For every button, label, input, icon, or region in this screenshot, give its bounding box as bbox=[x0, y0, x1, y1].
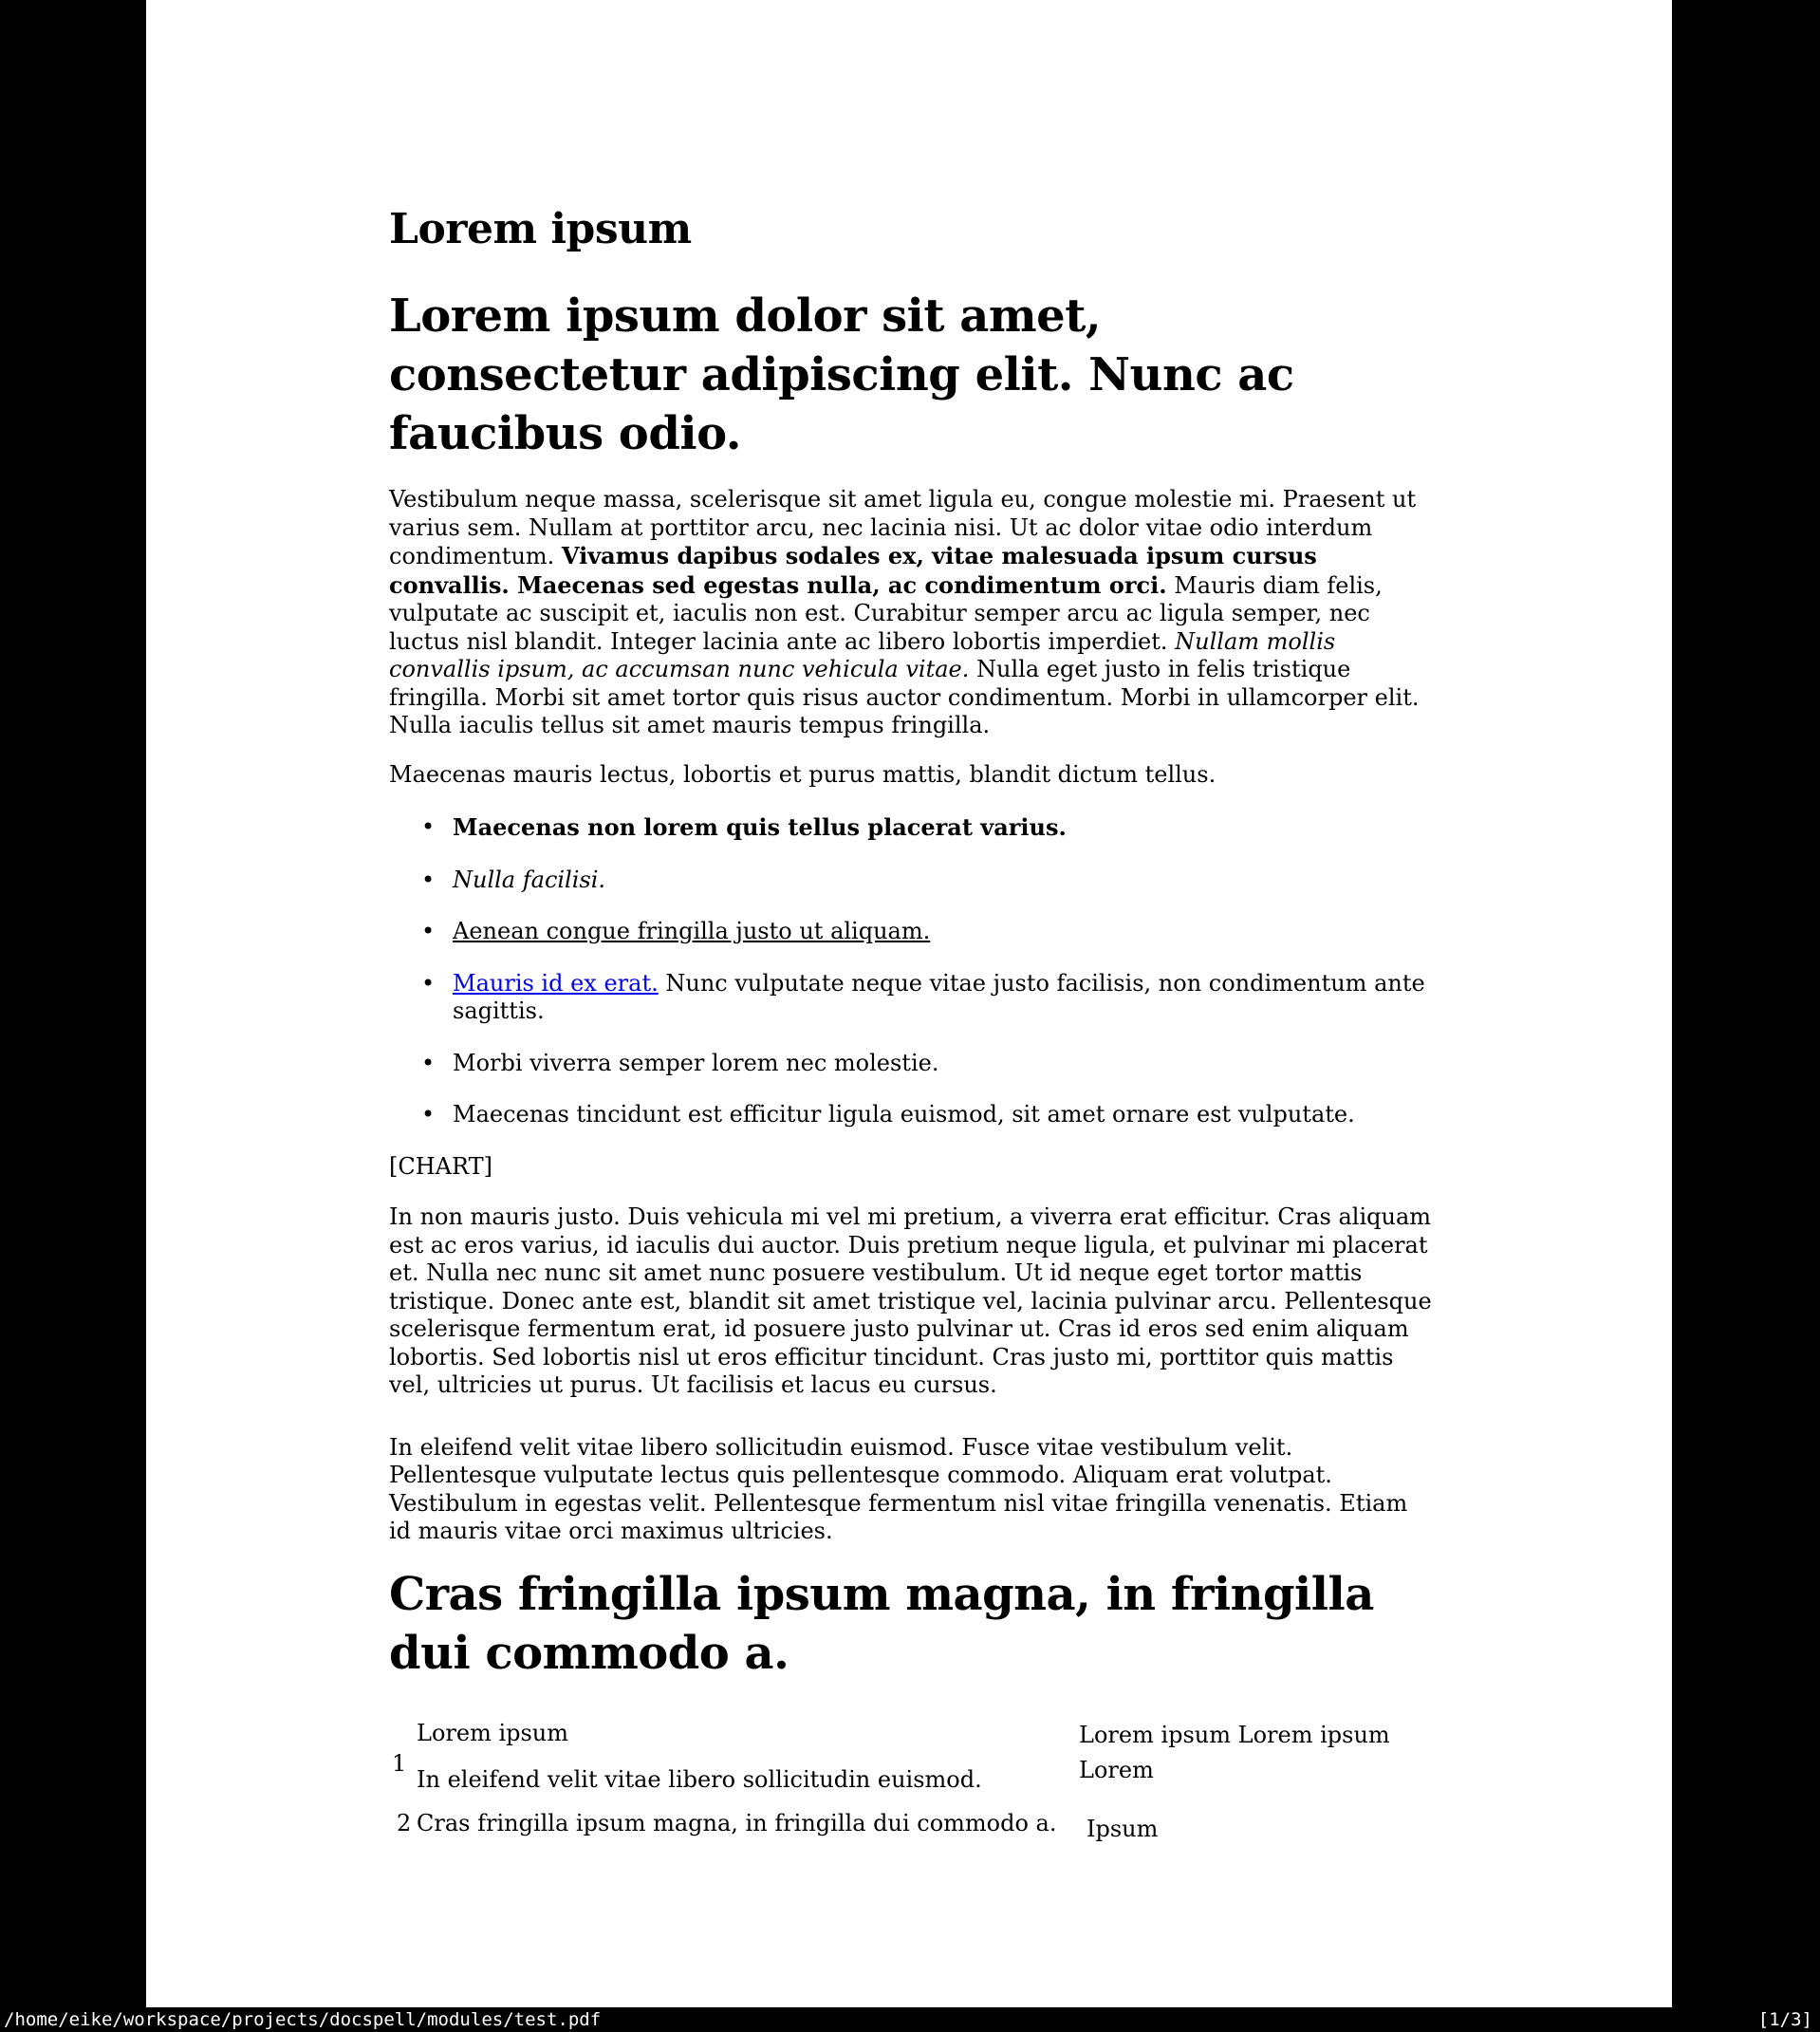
chart-placeholder: [CHART] bbox=[389, 1152, 493, 1180]
text-run: Maecenas tincidunt est efficitur ligula euismod, sit amet ornare est vulputate. bbox=[453, 1101, 1355, 1128]
text-run: Vivamus dapibus sodales ex, vitae malesuada ipsum cursus convallis. Maecenas sed egestas nulla, ac condimentum orci. bbox=[389, 542, 1317, 599]
underline-link[interactable]: Aenean congue fringilla justo ut aliquam. bbox=[453, 918, 931, 944]
text-run: Nulla facilisi. bbox=[453, 866, 606, 893]
table-row-number: 1 bbox=[392, 1750, 407, 1777]
paragraph-lead: Maecenas mauris lectus, lobortis et purus mattis, blandit dictum tellus. bbox=[389, 760, 1216, 788]
table-row-number: 2 bbox=[397, 1810, 412, 1836]
document-content bbox=[389, 0, 1433, 1683]
bullet-item bbox=[453, 918, 1433, 946]
text-run: Nullam mollis convallis ipsum, ac accumsan nunc vehicula vitae. bbox=[389, 627, 1336, 682]
table-header-left: Lorem ipsum bbox=[417, 1720, 569, 1746]
table-header-right: Lorem ipsum Lorem ipsum Lorem bbox=[1079, 1722, 1390, 1783]
document-title: Lorem ipsum bbox=[389, 205, 692, 253]
paragraph-body: In eleifend velit vitae libero sollicitudin euismod. Fusce vitae vestibulum velit. Pellentesque vulputate lectus quis pellentesque commodo. Aliquam erat volutpat. Vestibulum in egestas velit. Pellentesque fermentum nisl vitae fringilla venenatis. Etiam id mauris vitae orci maximus ultricies. bbox=[389, 1433, 1408, 1544]
bullet-item bbox=[453, 1050, 1433, 1078]
bullet-list bbox=[389, 813, 1433, 1129]
pdf-page[interactable] bbox=[146, 0, 1672, 2007]
text-run: Vestibulum neque massa, scelerisque sit amet ligula eu, congue molestie mi. Praesent ut varius sem. Nullam at porttitor arcu, nec lacinia nisi. Ut ac dolor vitae odio interdum condimentum. bbox=[389, 486, 1417, 569]
text-run: Nunc vulputate neque vitae justo facilisis, non condimentum ante sagittis. bbox=[453, 969, 1425, 1024]
document-heading: Lorem ipsum dolor sit amet, consectetur adipiscing elit. Nunc ac faucibus odio. bbox=[389, 289, 1294, 460]
table-cell: Ipsum bbox=[1086, 1816, 1159, 1842]
bullet-item bbox=[453, 970, 1433, 1026]
text-run: Nulla eget justo in felis tristique fringilla. Morbi sit amet tortor quis risus auctor condimentum. Morbi in ullamcorper elit. Nulla iaculis tellus sit amet mauris tempus fringilla. bbox=[389, 656, 1420, 738]
paragraph-body: In non mauris justo. Duis vehicula mi vel mi pretium, a viverra erat efficitur. Cras aliquam est ac eros varius, id iaculis dui auctor. Duis pretium neque ligula, et pulvinar mi placerat et. Nulla nec nunc sit amet nunc posuere vestibulum. Ut id neque eget tortor mattis tristique. Donec ante est, blandit sit amet tristique vel, lacinia pulvinar arcu. Pellentesque scelerisque fermentum erat, id posuere justo pulvinar ut. Cras id eros sed enim aliquam lobortis. Sed lobortis nisl ut eros efficitur tincidunt. Cras justo mi, porttitor quis mattis vel, ultricies ut purus. Ut facilisis et lacus eu cursus. bbox=[389, 1203, 1432, 1398]
table-cell: Cras fringilla ipsum magna, in fringilla dui commodo a. bbox=[417, 1810, 1057, 1836]
text-run: Morbi viverra semper lorem nec molestie. bbox=[453, 1049, 939, 1076]
text-run: Maecenas non lorem quis tellus placerat varius. bbox=[453, 813, 1067, 841]
blue-link[interactable]: Mauris id ex erat. bbox=[453, 969, 659, 997]
statusbar bbox=[0, 2007, 1820, 2032]
bullet-item bbox=[453, 813, 1433, 843]
statusbar-page-indicator: [1/3] bbox=[1757, 2009, 1812, 2030]
bullet-item bbox=[453, 867, 1433, 895]
text-run: Mauris diam felis, vulputate ac suscipit et, iaculis non est. Curabitur semper arcu ac ligula semper, nec luctus nisl blandit. Integer lacinia ante ac libero lobortis imperdiet. bbox=[389, 571, 1383, 655]
section-heading: Cras fringilla ipsum magna, in fringilla dui commodo a. bbox=[389, 1567, 1374, 1680]
bullet-item bbox=[453, 1101, 1433, 1129]
table-cell: In eleifend velit vitae libero sollicitudin euismod. bbox=[417, 1766, 982, 1793]
paragraph-intro bbox=[389, 486, 1433, 740]
statusbar-filepath: /home/eike/workspace/projects/docspell/modules/test.pdf bbox=[4, 2009, 602, 2030]
